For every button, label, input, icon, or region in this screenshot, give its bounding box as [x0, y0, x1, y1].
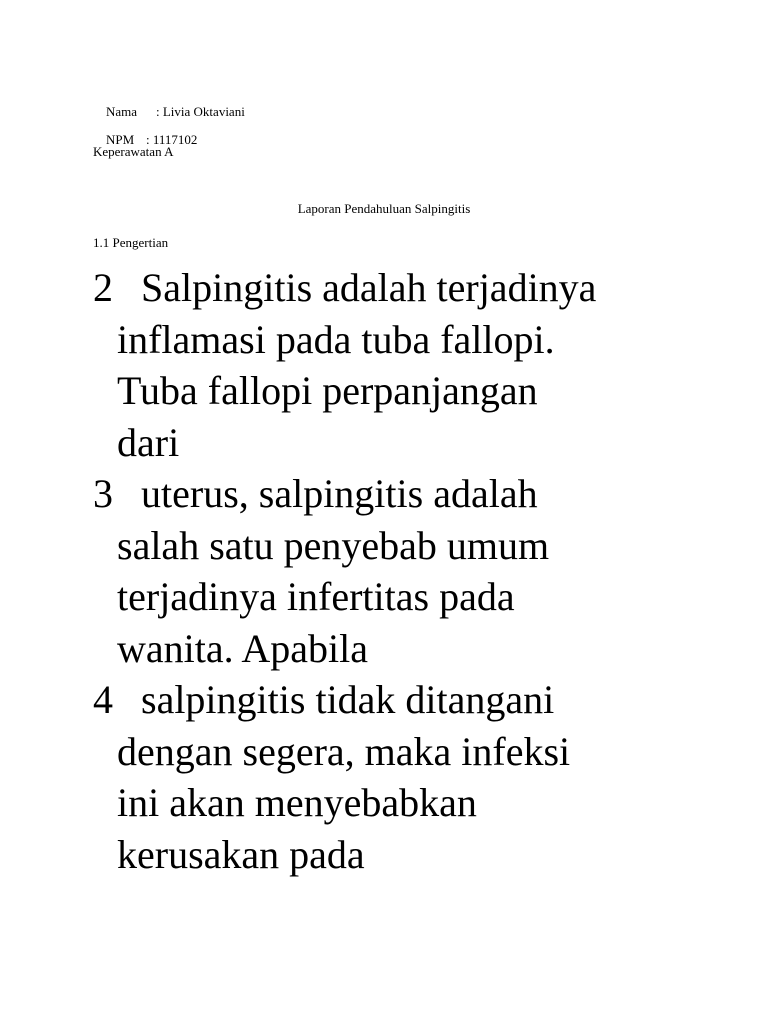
list-item-line: wanita. Apabila [117, 625, 369, 671]
list-item-line: Tuba fallopi perpanjangan [117, 368, 538, 413]
list-item [93, 468, 693, 674]
list-item-line: kerusakan pada [117, 831, 365, 877]
npm-label: NPM [106, 132, 135, 147]
name-label: Nama [106, 104, 138, 119]
npm-value: : 1117102 [146, 132, 198, 147]
name-value: : Livia Oktaviani [156, 104, 245, 119]
list-item-line: ini akan menyebabkan [117, 780, 477, 825]
list-item-line: dengan segera, maka infeksi [117, 728, 571, 774]
list-item-number: 2 [93, 265, 113, 310]
list-item-line: terjadinya infertitas pada [117, 574, 515, 619]
list-item-number: 3 [93, 471, 113, 516]
document-title: Laporan Pendahuluan Salpingitis [297, 201, 471, 216]
list-item [93, 674, 693, 880]
section-heading: 1.1 Pengertian [93, 235, 169, 250]
list-item [93, 262, 693, 468]
list-item-line: salpingitis tidak ditangani [141, 677, 555, 722]
list-item-line: uterus, salpingitis adalah [141, 471, 538, 516]
numbered-list [93, 262, 693, 880]
list-item-line: dari [117, 419, 180, 465]
list-item-line: salah satu penyebab umum [117, 522, 550, 568]
class-line: Keperawatan A [93, 144, 174, 159]
list-item-line: Salpingitis adalah terjadinya [141, 265, 597, 310]
list-item-number: 4 [93, 677, 113, 722]
list-item-line: inflamasi pada tuba fallopi. [117, 316, 555, 362]
